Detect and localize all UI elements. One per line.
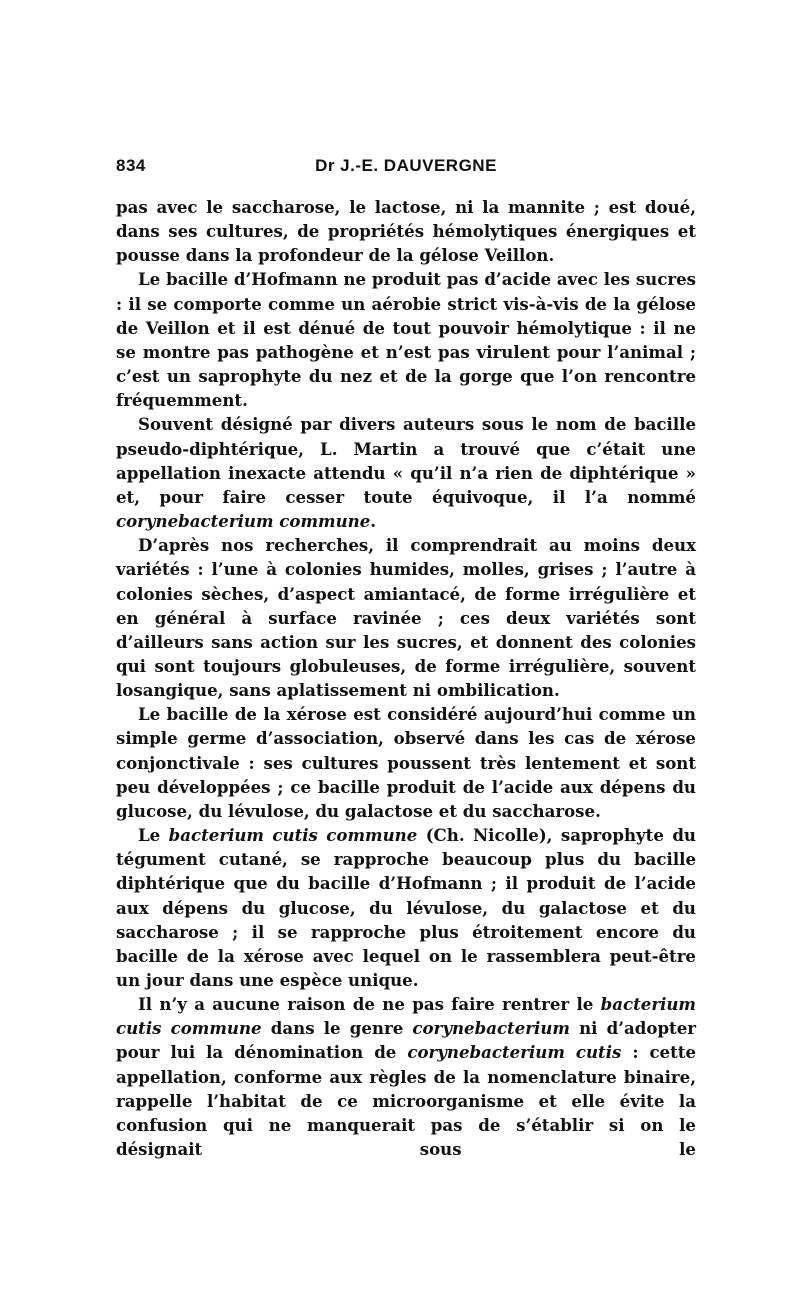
- italic-term: bacterium cutis commune: [168, 825, 418, 846]
- text-run: D’après nos recherches, il comprendrait au moins deux variétés : l’une à colonies humides, molles, grises ; l’autre à colonies sèches, d’aspect amiantacé, de forme irrégulière et en général à surface ravinée ; ces deux variétés sont d’ailleurs sans action sur les sucres, et donnent des colonies qui sont toujours globuleuses, de forme irrégulière, souvent losangique, sans aplatissement ni ombilication.: [116, 535, 696, 701]
- text-run: Le bacille d’Hofmann ne produit pas d’acide avec les sucres : il se comporte comme un aérobie strict vis-à-vis de la gélose de Veillon et il est dénué de tout pouvoir hémolytique : il ne se montre pas pathogène et n’est pas virulent pour l’animal ; c’est un saprophyte du nez et de la gorge que l’on rencontre fréquemment.: [116, 269, 696, 411]
- paragraph: [116, 267, 696, 412]
- page-number: 834: [116, 156, 146, 175]
- running-head: [116, 156, 696, 180]
- paragraph: [116, 702, 696, 823]
- text-run: Il n’y a aucune raison de ne pas faire rentrer le: [138, 994, 601, 1015]
- paragraph: [116, 823, 696, 992]
- text-run: : cette appellation, conforme aux règles de la nomenclature binaire, rappelle l’habitat de ce microorganisme et elle évite la confusion qui ne manquerait pas de s’établir si on le désignait sous le: [116, 1042, 696, 1160]
- paragraph: [116, 195, 696, 267]
- italic-term: corynebacterium: [412, 1018, 570, 1039]
- italic-term: corynebacterium cutis: [407, 1042, 622, 1063]
- text-run: (Ch. Nicolle), saprophyte du tégument cutané, se rapproche beaucoup plus du bacille diphtérique que du bacille d’Hofmann ; il produit de l’acide aux dépens du glucose, du lévulose, du galactose et du saccharose ; il se rapproche plus étroitement encore du bacille de la xérose avec lequel on le rassemblera peut-être un jour dans une espèce unique.: [116, 825, 696, 990]
- text-run: dans le genre: [261, 1018, 413, 1039]
- body-text: [116, 195, 696, 1161]
- text-run: pas avec le saccharose, le lactose, ni la mannite ; est doué, dans ses cultures, de propriétés hémolytiques énergiques et pousse dans la profondeur de la gélose Veillon.: [116, 197, 696, 266]
- text-run: Le bacille de la xérose est considéré aujourd’hui comme un simple germe d’association, observé dans les cas de xérose conjonctivale : ses cultures poussent très lentement et sont peu développées ; ce bacille produit de l’acide aux dépens du glucose, du lévulose, du galactose et du saccharose.: [116, 704, 696, 821]
- text-run: Le: [138, 825, 169, 846]
- text-run: .: [370, 511, 377, 532]
- paragraph: [116, 412, 696, 533]
- running-title: Dr J.-E. DAUVERGNE: [315, 156, 497, 175]
- text-run: ni d’adopter pour lui la dénomination de: [116, 1018, 697, 1063]
- paragraph: [116, 533, 696, 702]
- text-run: Souvent désigné par divers auteurs sous le nom de bacille pseudo-diphtérique, L. Martin a trouvé que c’était une appellation inexacte attendu « qu’il n’a rien de diphtérique » et, pour faire cesser toute équivoque, il l’a nommé: [116, 414, 696, 507]
- italic-term: bacterium cutis commune: [116, 994, 696, 1039]
- paragraph: [116, 992, 696, 1161]
- italic-term: corynebacterium commune: [116, 511, 371, 532]
